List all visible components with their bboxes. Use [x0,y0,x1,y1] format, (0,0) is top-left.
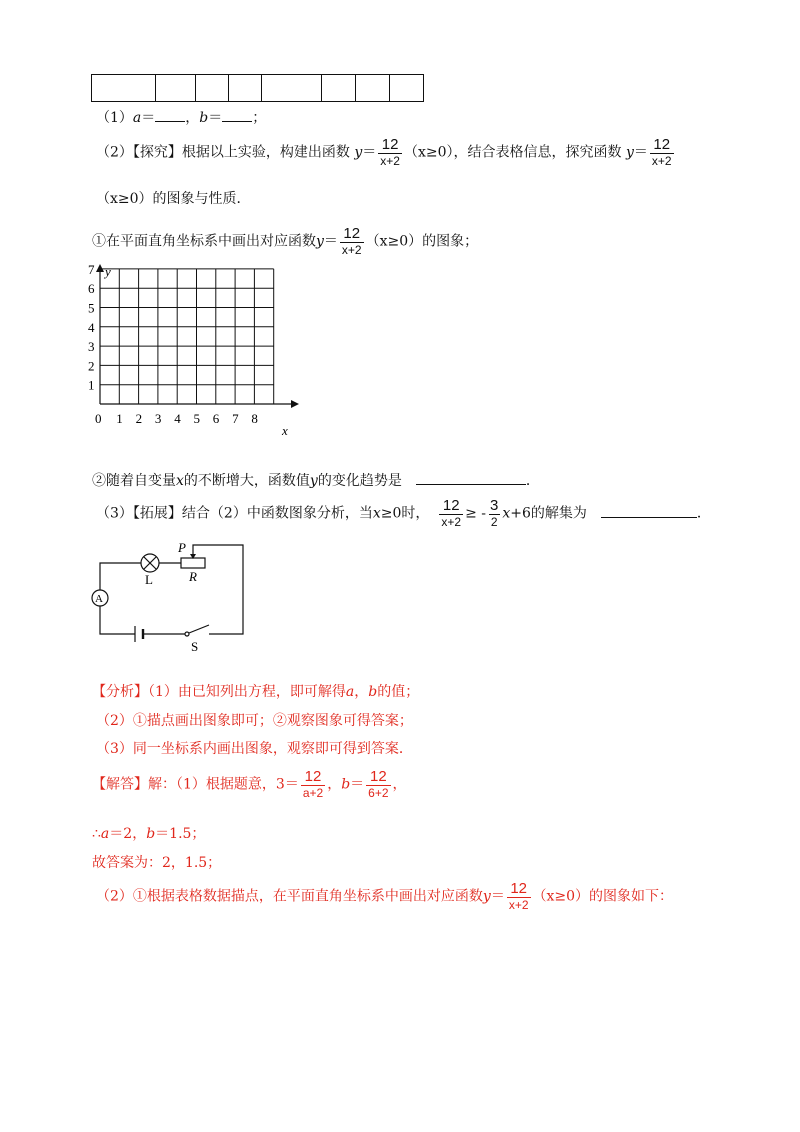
y-tick-label: 6 [88,281,95,297]
condition: ≥0时， [380,505,430,522]
label-s: S [191,639,199,654]
eq-sign: ＝ [362,144,377,161]
q2-2-text-b: 的不断增大，函数值 [183,473,310,489]
answer-text: ＝2， [109,826,147,842]
var-b: b [341,776,351,793]
var-x: x [372,505,381,522]
frac-num: 12 [381,136,399,153]
answer-text: 解：（1）根据题意，3＝ [148,776,299,793]
answer-line-4 [96,880,673,913]
frac-den: a+2 [302,786,324,800]
analysis-text: （1）由已知列出方程，即可解得 [148,684,346,700]
label-l: L [145,572,153,587]
analysis-line-3: （3）同一坐标系内画出图象，观察即可得到答案． [96,741,413,757]
circuit-diagram [85,540,255,656]
var-y: y [354,144,363,161]
eq-sign: ＝ [208,110,223,126]
frac-den: 6+2 [368,786,389,800]
table-cell [229,75,262,102]
fraction-12-over-6-plus-2 [366,768,390,801]
question-1 [96,107,266,127]
table-cell [390,75,424,102]
frac-den: x+2 [651,154,672,168]
x-axis-label: x [282,423,288,438]
x-tick-label: 8 [251,411,258,426]
label-a: A [95,593,103,605]
y-axis-label: y [105,264,111,279]
q3-label: （3）【拓展】结合（2）中函数图象分析，当 [96,505,373,522]
frac-den: 2 [490,515,498,529]
table-row [92,75,424,102]
x-tick-label: 5 [193,411,200,426]
answer-tag: 【解答】 [92,776,148,793]
value-table [91,74,424,102]
q2-label: （2）【探究】根据以上实验，构建出函数 [96,144,350,161]
y-tick-label: 3 [88,339,95,355]
fraction-12-over-x-plus-2 [439,497,463,530]
frac-den: x+2 [341,243,362,257]
frac-num: 3 [489,497,499,514]
end-mark: ． [696,505,711,522]
switch-contact [185,632,189,636]
x-tick-label: 6 [212,411,220,426]
y-tick-label: 2 [88,358,95,374]
frac-num: 12 [369,768,387,785]
x-tick-label: 1 [116,411,123,426]
x-tick-label: 0 [95,411,102,426]
answer-line-1 [92,768,407,801]
q3-tail: +6的解集为 [510,505,587,522]
x-tick-label: 7 [232,411,239,426]
y-tick-labels [88,262,95,393]
table-cell [322,75,356,102]
frac-num: 12 [653,136,671,153]
frac-den: x+2 [508,898,529,912]
fraction-12-over-x-plus-2 [650,136,674,169]
wire [100,563,141,590]
end-mark: ； [252,110,267,126]
frac-num: 12 [442,497,460,514]
var-x: x [176,473,184,489]
fraction-12-over-x-plus-2 [378,136,402,169]
q2-1-label: ①在平面直角坐标系中画出对应函数 [92,233,316,250]
eq-sign: ＝ [323,233,338,250]
x-tick-labels [95,411,258,426]
comma: ， [392,776,407,793]
frac-den: x+2 [380,154,400,168]
q2-mid: ，结合表格信息，探究函数 [453,144,622,161]
analysis-line-1 [92,681,419,701]
wire [203,545,243,634]
x-tick-label: 2 [135,411,143,426]
answer-blank-b[interactable] [222,121,252,122]
var-y: y [309,473,318,489]
q1-label: （1） [96,110,133,126]
var-y: y [625,144,634,161]
eq-sign: ＝ [633,144,648,161]
x-tick-label: 4 [174,411,181,426]
question-2-1 [92,225,478,258]
var-b: b [146,826,156,842]
var-b: b [199,110,209,126]
frac-num: 12 [343,225,361,242]
eq-sign: ＝ [350,776,365,793]
var-a: a [132,110,142,126]
fraction-12-over-a-plus-2 [301,768,325,801]
fraction-3-over-2 [488,497,500,530]
answer-blank-a[interactable] [155,121,185,122]
table-cell [262,75,322,102]
var-y: y [316,233,324,250]
answer-text: （2）①根据表格数据描点，在平面直角坐标系中画出对应函数 [96,888,483,905]
analysis-tag: 【分析】 [92,684,148,700]
table-cell [356,75,390,102]
rheostat-icon [181,558,205,568]
condition: （x≥0）的图象； [365,233,479,250]
answer-line-3: 故答案为：2，1.5； [92,855,222,871]
end-mark: ． [525,473,540,489]
grid-lines [100,269,274,404]
question-2 [96,136,676,169]
question-3 [96,497,711,530]
condition: （x≥0） [403,144,454,161]
table-cell [156,75,196,102]
wire [100,606,135,634]
y-tick-label: 1 [88,377,95,393]
analysis-line-2: （2）①描点画出图象即可；②观察图象可得答案； [96,713,413,729]
coordinate-grid [85,262,305,444]
eq-sign: ＝ [141,110,156,126]
frac-num: 12 [510,880,528,897]
var-a: a [100,826,110,842]
separator: ， [185,110,200,126]
x-axis-arrow [291,400,299,408]
label-r: R [189,569,197,584]
table-cell [92,75,156,102]
eq-sign: ＝ [490,888,505,905]
inequality-sign: ≥ - [465,505,486,522]
comma: ， [327,776,342,793]
y-tick-label: 7 [88,262,95,277]
q2-2-text-a: ②随着自变量 [92,473,176,489]
question-2-line2: （x≥0）的图象与性质． [96,191,251,207]
answer-blank-solution[interactable] [601,517,697,518]
fraction-12-over-x-plus-2 [507,880,531,913]
var-x: x [502,505,511,522]
frac-num: 12 [304,768,322,785]
x-tick-label: 3 [154,411,162,426]
answer-text: ＝1.5； [155,826,206,842]
frac-den: x+2 [441,515,462,529]
var-b: b [368,684,378,700]
y-tick-label: 4 [88,319,95,335]
label-p: P [178,540,186,555]
y-tick-label: 5 [88,300,95,316]
table-cell [196,75,229,102]
answer-line-2 [92,823,205,843]
var-a: a [345,684,355,700]
q2-2-text-c: 的变化趋势是 [317,473,402,489]
switch-lever [189,625,209,633]
answer-blank-trend[interactable] [416,484,526,485]
var-y: y [482,888,491,905]
answer-text: （x≥0）的图象如下： [532,888,674,905]
fraction-12-over-x-plus-2 [340,225,364,258]
therefore-sign: ∴ [92,826,101,842]
y-axis-arrow [96,264,104,272]
analysis-text: 的值； [377,684,420,700]
comma: ， [354,684,369,700]
question-2-2 [92,470,540,490]
